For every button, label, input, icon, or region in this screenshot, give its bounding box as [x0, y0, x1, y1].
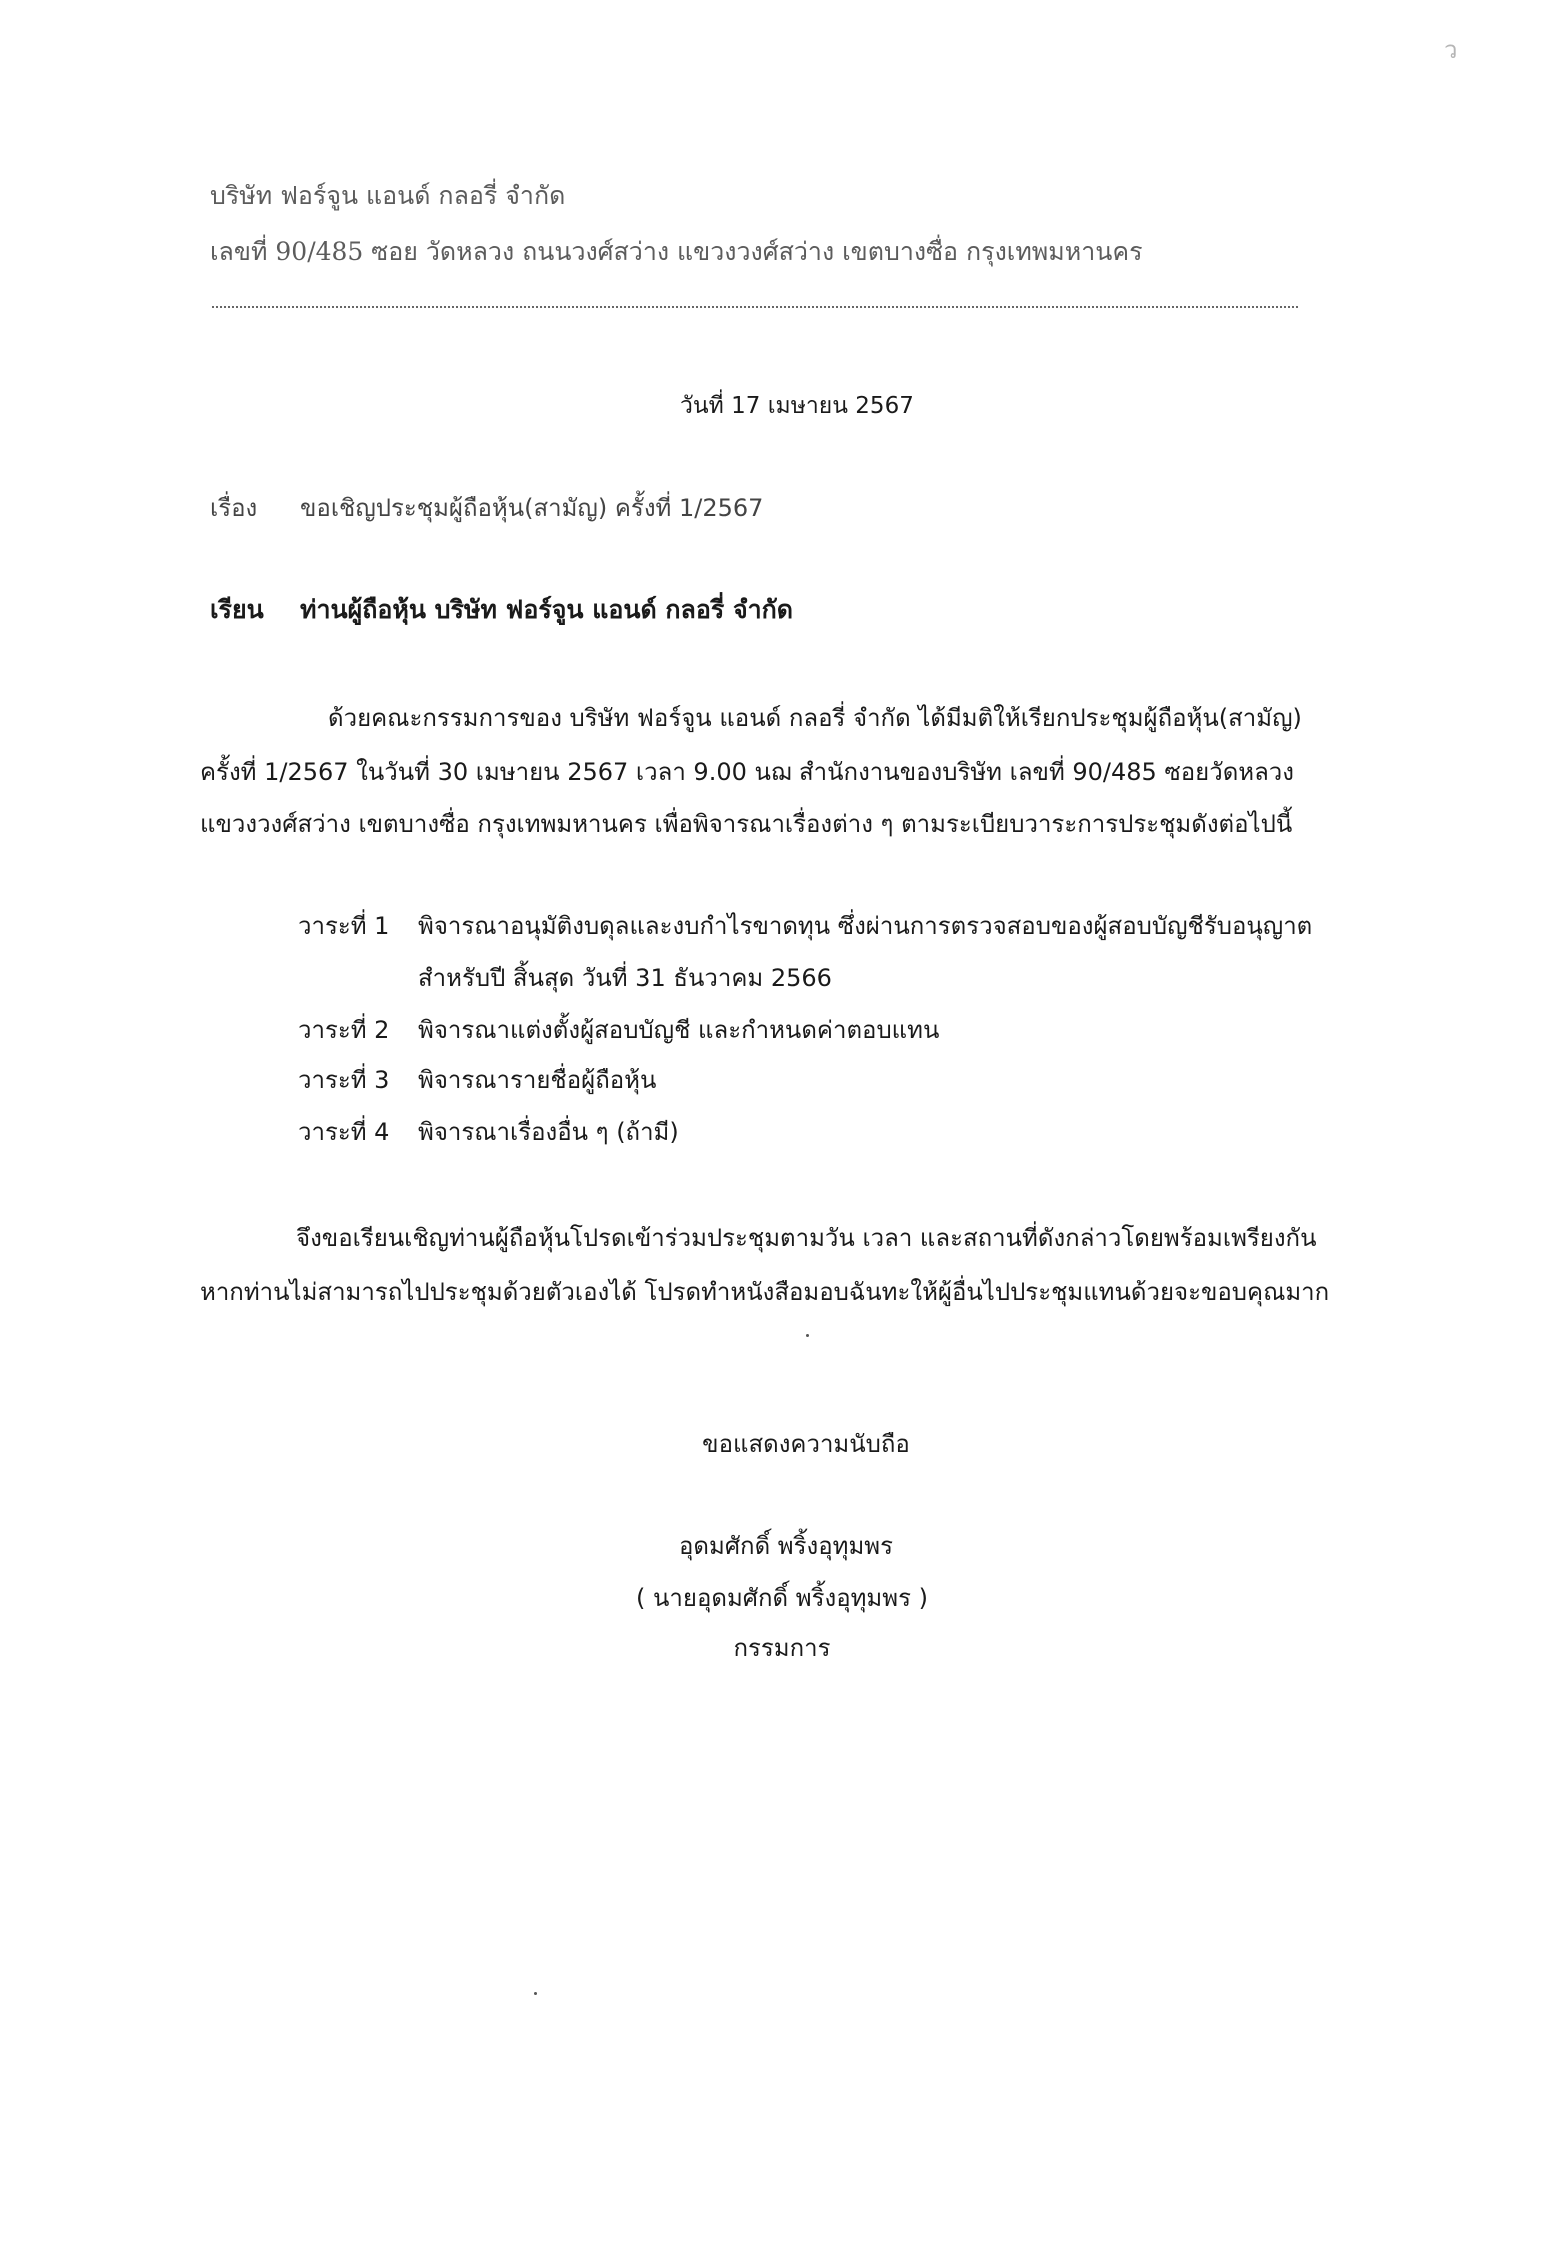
agenda-item-1-continuation: สำหรับปี สิ้นสุด วันที่ 31 ธันวาคม 2566 [418, 964, 832, 992]
signer-title: กรรมการ [733, 1634, 831, 1662]
scan-speck [806, 1334, 809, 1337]
recipient-text: ท่านผู้ถือหุ้น บริษัท ฟอร์จูน แอนด์ กลอรี่ จำกัด [300, 595, 794, 624]
agenda-item-1 [298, 906, 1312, 945]
agenda-item-3 [298, 1060, 656, 1099]
agenda-number: วาระที่ 2 [298, 1016, 390, 1044]
agenda-text: พิจารณารายชื่อผู้ถือหุ้น [418, 1066, 657, 1094]
conclusion-line-2: หากท่านไม่สามารถไปประชุมด้วยตัวเองได้ โปรดทำหนังสือมอบฉันทะให้ผู้อื่นไปประชุมแทนด้วยจะขอบคุณมาก [200, 1278, 1330, 1306]
letter-date: วันที่ 17 เมษายน 2567 [680, 393, 914, 419]
corner-mark: ว [1444, 36, 1458, 64]
subject-line [210, 488, 763, 527]
agenda-item-4 [298, 1112, 679, 1151]
recipient-label: เรียน [210, 595, 264, 624]
subject-label: เรื่อง [210, 494, 258, 522]
scan-speck [534, 1992, 537, 1995]
signer-name: อุดมศักดิ์ พริ้งอุทุมพร [679, 1532, 893, 1560]
body-line-3: แขวงวงศ์สว่าง เขตบางซื่อ กรุงเทพมหานคร เพื่อพิจารณาเรื่องต่าง ๆ ตามระเบียบวาระการประชุมดังต่อไปนี้ [200, 810, 1293, 838]
subject-text: ขอเชิญประชุมผู้ถือหุ้น(สามัญ) ครั้งที่ 1/2567 [300, 494, 764, 522]
letterhead-divider [212, 306, 1298, 308]
signer-full-name: ( นายอุดมศักดิ์ พริ้งอุทุมพร ) [636, 1584, 928, 1612]
agenda-number: วาระที่ 3 [298, 1066, 390, 1094]
body-line-2: ครั้งที่ 1/2567 ในวันที่ 30 เมษายน 2567 เวลา 9.00 นฌ สำนักงานของบริษัท เลขที่ 90/485 ซอยวัดหลวง [200, 758, 1295, 786]
letterhead-address: เลขที่ 90/485 ซอย วัดหลวง ถนนวงศ์สว่าง แขวงวงศ์สว่าง เขตบางซื่อ กรุงเทพมหานคร [210, 237, 1143, 266]
agenda-number: วาระที่ 1 [298, 912, 390, 940]
agenda-text: พิจารณาอนุมัติงบดุลและงบกำไรขาดทุน ซึ่งผ่านการตรวจสอบของผู้สอบบัญชีรับอนุญาต [418, 912, 1313, 940]
agenda-number: วาระที่ 4 [298, 1118, 390, 1146]
agenda-text: พิจารณาแต่งตั้งผู้สอบบัญชี และกำหนดค่าตอบแทน [418, 1016, 940, 1044]
closing-salutation: ขอแสดงความนับถือ [702, 1430, 910, 1458]
agenda-text: พิจารณาเรื่องอื่น ๆ (ถ้ามี) [418, 1118, 679, 1146]
agenda-item-2 [298, 1010, 939, 1049]
letterhead-company: บริษัท ฟอร์จูน แอนด์ กลอรี่ จำกัด [210, 181, 566, 210]
body-line-1: ด้วยคณะกรรมการของ บริษัท ฟอร์จูน แอนด์ กลอรี่ จำกัด ได้มีมติให้เรียกประชุมผู้ถือหุ้น(สามัญ) [328, 704, 1302, 732]
recipient-line [210, 590, 793, 630]
conclusion-line-1: จึงขอเรียนเชิญท่านผู้ถือหุ้นโปรดเข้าร่วมประชุมตามวัน เวลา และสถานที่ดังกล่าวโดยพร้อมเพรียงกัน [296, 1224, 1317, 1252]
